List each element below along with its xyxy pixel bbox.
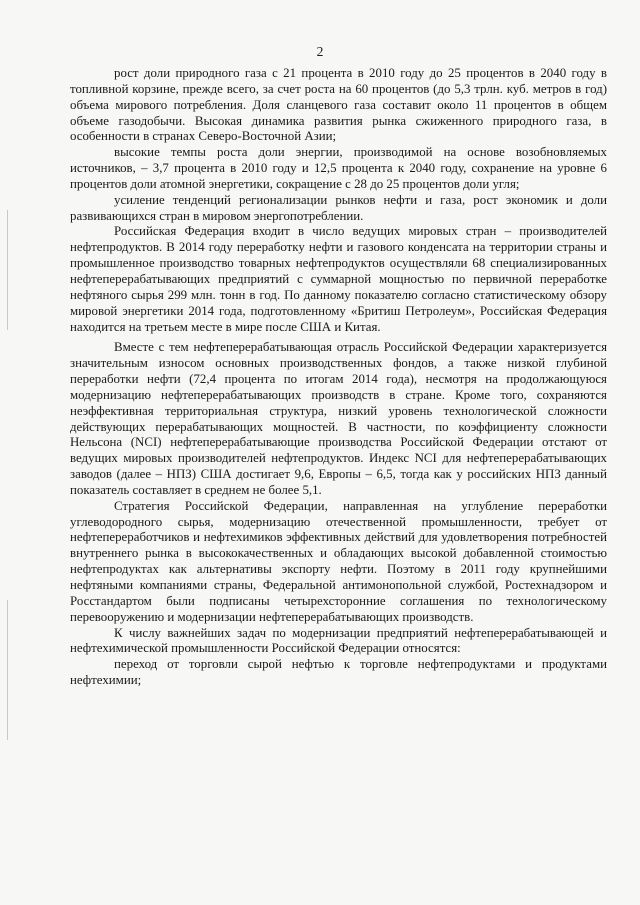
paragraph-transition: переход от торговли сырой нефтью к торговле нефтепродуктами и продуктами нефтехимии; <box>70 657 607 688</box>
paragraph-key-tasks: К числу важнейших задач по модернизации предприятий нефтеперерабатывающей и нефтехимической промышленности Российской Федерации относятся: <box>70 625 607 656</box>
paragraph-renewables: высокие темпы роста доли энергии, производимой на основе возобновляемых источников, – 3,7 процента в 2010 году и 12,5 процента к 2040 году, сохранение на уровне 6 процентов доли атомной энергетики, сокращение с 28 до 25 процентов доли угля; <box>70 145 607 191</box>
body-text <box>70 66 607 689</box>
page-number: 2 <box>316 44 324 59</box>
paragraph-russia-producers: Российская Федерация входит в число ведущих мировых стран – производителей нефтепродуктов. В 2014 году переработку нефти и газового конденсата на территории страны и промышленное производство товарных нефтепродуктов осуществляли 68 специализированных нефтеперерабатывающих предприятий с суммарной мощностью по первичной переработке нефтяного сырья 299 млн. тонн в год. По данному показателю согласно статистическому обзору мировой энергетики 2014 года, подготовленному «Бритиш Петролеум», Российская Федерация находится на третьем месте в мире после США и Китая. <box>70 224 607 334</box>
paragraph-strategy: Стратегия Российской Федерации, направленная на углубление переработки углеводородного сырья, модернизацию отечественной промышленности, требует от нефтепереработчиков и нефтехимиков эффективных действий для удовлетворения потребностей внутреннего рынка в высококачественных и обладающих высокой добавленной стоимостью нефтепродуктах как альтернативы экспорту нефти. Поэтому в 2011 году крупнейшими нефтяными компаниями страны, Федеральной антимонопольной службой, Ростехнадзором и Росстандартом были подписаны четырехсторонние соглашения по технологическому перевооружению и модернизации нефтеперерабатывающих производств. <box>70 498 607 624</box>
paragraph-refining-industry: Вместе с тем нефтеперерабатывающая отрасль Российской Федерации характеризуется значительным износом основных производственных фондов, а также низкой глубиной переработки нефти (72,4 процента по итогам 2014 года), несмотря на продолжающуюся модернизацию нефтеперерабатывающих производств в стране. Кроме того, сохраняются неэффективная территориальная структура, низкий уровень технологической сложности действующих перерабатывающих мощностей. В частности, по коэффициенту сложности Нельсона (NCI) нефтеперерабатывающие производства Российской Федерации отстают от ведущих мировых производителей нефтепродуктов. Индекс NCI для нефтеперерабатывающих заводов (далее – НПЗ) США достигает 9,6, Европы – 6,5, тогда как у российских НПЗ данный показатель составляет в среднем не более 5,1. <box>70 340 607 497</box>
paragraph-regionalization: усиление тенденций регионализации рынков нефти и газа, рост экономик и доли развивающихся стран в мировом энергопотреблении. <box>70 192 607 223</box>
scan-edge-mark <box>7 600 8 740</box>
paragraph-gas-share: рост доли природного газа с 21 процента в 2010 году до 25 процентов в 2040 году в топливной корзине, прежде всего, за счет роста на 60 процентов (до 5,3 трлн. куб. метров в год) объема мирового потребления. Доля сланцевого газа составит около 11 процентов в общем объеме газодобычи. Высокая динамика развития рынка сжиженного природного газа, в особенности в странах Северо-Восточной Азии; <box>70 66 607 144</box>
scan-edge-mark <box>7 210 8 330</box>
